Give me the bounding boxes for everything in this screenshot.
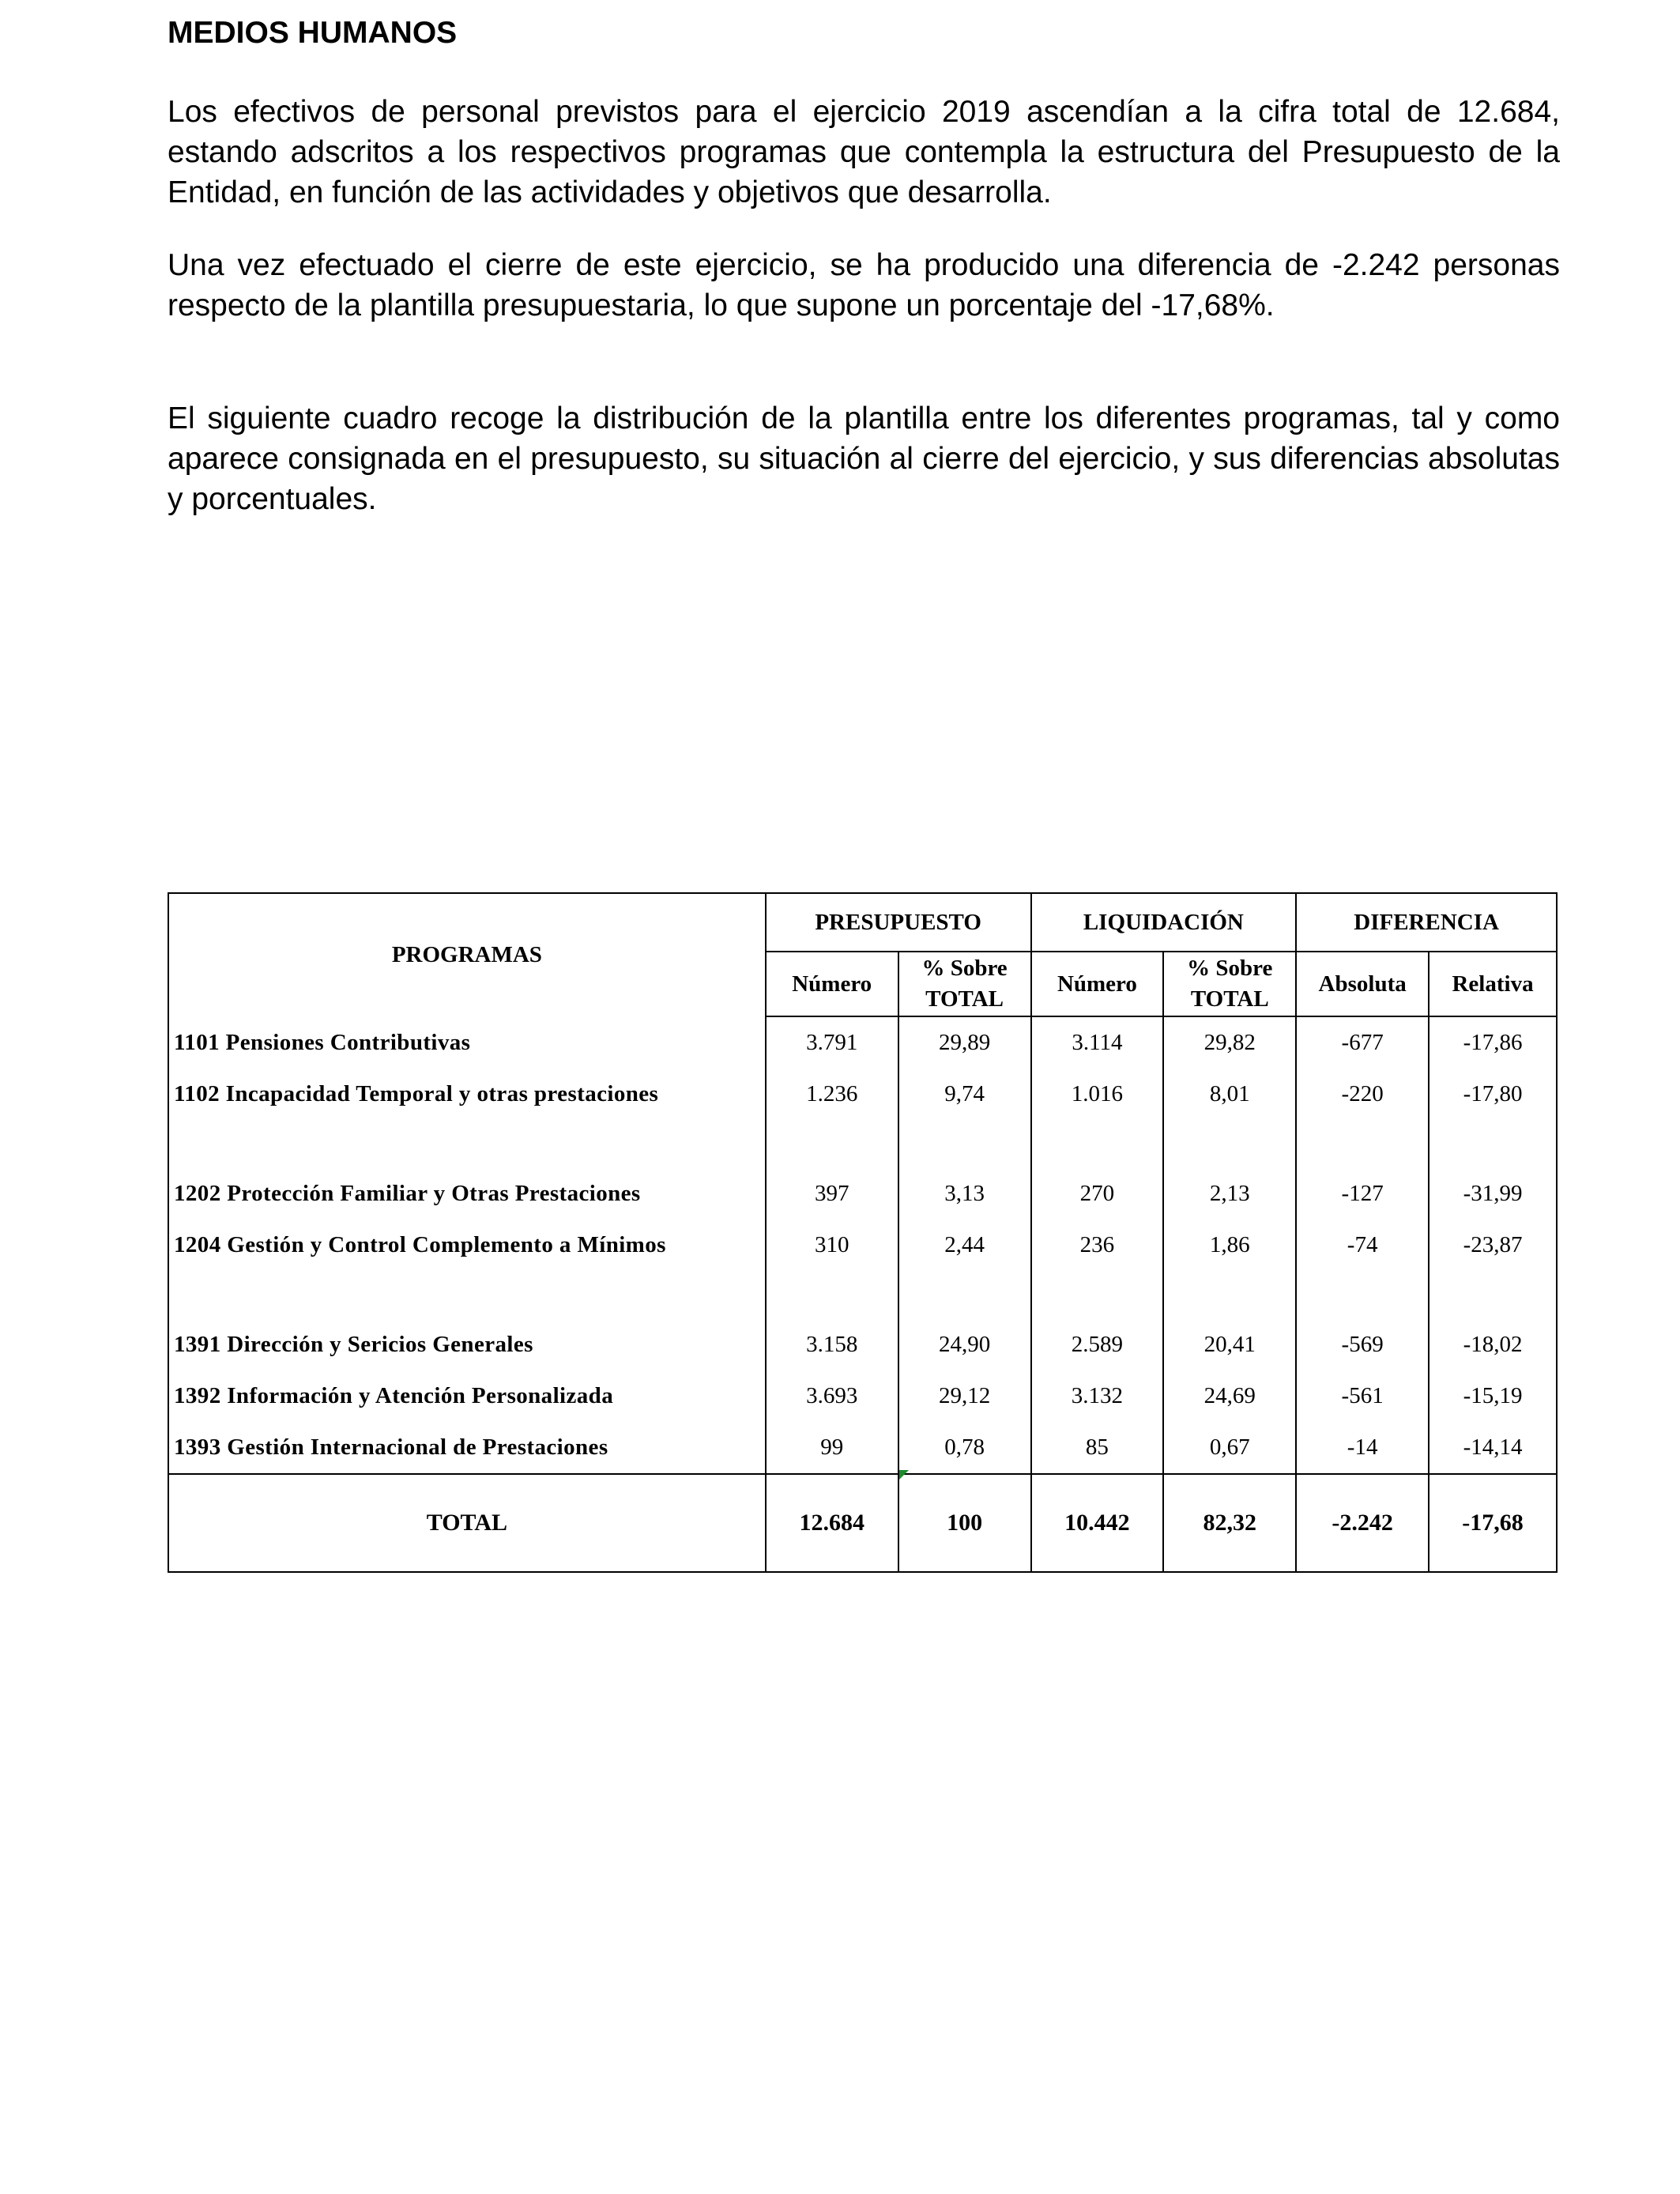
header-pres-numero: Número — [766, 952, 898, 1016]
liq-pct-cell: 24,69 — [1163, 1370, 1296, 1422]
rel-cell: -14,14 — [1429, 1422, 1557, 1474]
staff-table-container — [168, 892, 1558, 1569]
header-pct-line1: % Sobre — [1187, 956, 1273, 981]
abs-cell: -677 — [1296, 1016, 1429, 1069]
paragraph-table-intro: El siguiente cuadro recoge la distribución de la plantilla entre los diferentes programas, tal y como aparece consignada en el presupuesto, su situación al cierre del ejercicio, y sus diferencias absolutas y porcentuales. — [168, 401, 1560, 516]
rel-cell: -18,02 — [1429, 1319, 1557, 1370]
table-row — [168, 1220, 1557, 1271]
table-row — [168, 1016, 1557, 1069]
pres-pct-cell: 29,89 — [898, 1016, 1031, 1069]
total-abs: -2.242 — [1296, 1474, 1429, 1572]
rel-cell: -23,87 — [1429, 1220, 1557, 1271]
staff-distribution-table — [168, 892, 1558, 1573]
liq-num-cell: 2.589 — [1031, 1319, 1164, 1370]
pres-pct-cell: 2,44 — [898, 1220, 1031, 1271]
liq-num-cell: 85 — [1031, 1422, 1164, 1474]
pres-num-cell: 99 — [766, 1422, 898, 1474]
programa-cell: 1101 Pensiones Contributivas — [168, 1016, 766, 1069]
programa-cell: 1202 Protección Familiar y Otras Prestaciones — [168, 1168, 766, 1220]
total-rel: -17,68 — [1429, 1474, 1557, 1572]
abs-cell: -561 — [1296, 1370, 1429, 1422]
programa-cell: 1102 Incapacidad Temporal y otras prestaciones — [168, 1069, 766, 1120]
programa-cell: 1204 Gestión y Control Complemento a Mínimos — [168, 1220, 766, 1271]
abs-cell: -14 — [1296, 1422, 1429, 1474]
rel-cell: -15,19 — [1429, 1370, 1557, 1422]
liq-pct-cell: 20,41 — [1163, 1319, 1296, 1370]
rel-cell: -17,80 — [1429, 1069, 1557, 1120]
header-liq-numero: Número — [1031, 952, 1164, 1016]
header-presupuesto: PRESUPUESTO — [766, 893, 1031, 952]
total-pres-num: 12.684 — [766, 1474, 898, 1572]
header-diferencia: DIFERENCIA — [1296, 893, 1557, 952]
total-liq-num: 10.442 — [1031, 1474, 1164, 1572]
programa-cell: 1393 Gestión Internacional de Prestaciones — [168, 1422, 766, 1474]
pres-num-cell: 1.236 — [766, 1069, 898, 1120]
liq-num-cell: 236 — [1031, 1220, 1164, 1271]
header-pct-line1: % Sobre — [921, 956, 1008, 981]
header-liq-pct — [1163, 952, 1296, 1016]
rel-cell: -31,99 — [1429, 1168, 1557, 1220]
header-row-groups — [168, 893, 1557, 952]
total-label: TOTAL — [168, 1474, 766, 1572]
pres-num-cell: 310 — [766, 1220, 898, 1271]
total-row — [168, 1474, 1557, 1572]
paragraph-difference: Una vez efectuado el cierre de este ejercicio, se ha producido una diferencia de -2.242 personas respecto de la plantilla presupuestaria, lo que supone un porcentaje del -17,68%. — [168, 248, 1560, 322]
abs-cell: -74 — [1296, 1220, 1429, 1271]
spacer-row — [168, 1271, 1557, 1319]
abs-cell: -127 — [1296, 1168, 1429, 1220]
liq-num-cell: 3.114 — [1031, 1016, 1164, 1069]
table-row — [168, 1069, 1557, 1120]
pres-pct-cell: 9,74 — [898, 1069, 1031, 1120]
header-pct-line2: TOTAL — [1190, 986, 1269, 1012]
pres-pct-cell: 24,90 — [898, 1319, 1031, 1370]
header-absoluta: Absoluta — [1296, 952, 1429, 1016]
spacer-row — [168, 1120, 1557, 1168]
header-pres-pct — [898, 952, 1031, 1016]
pres-num-cell: 3.693 — [766, 1370, 898, 1422]
table-row — [168, 1319, 1557, 1370]
pres-num-cell: 397 — [766, 1168, 898, 1220]
table-row — [168, 1422, 1557, 1474]
abs-cell: -220 — [1296, 1069, 1429, 1120]
cell-comment-marker — [899, 1470, 909, 1480]
liq-pct-cell: 0,67 — [1163, 1422, 1296, 1474]
header-programas: PROGRAMAS — [168, 893, 766, 1016]
abs-cell: -569 — [1296, 1319, 1429, 1370]
total-pres-pct: 100 — [898, 1474, 1031, 1572]
liq-num-cell: 1.016 — [1031, 1069, 1164, 1120]
pres-pct-cell: 3,13 — [898, 1168, 1031, 1220]
section-heading: MEDIOS HUMANOS — [168, 16, 458, 50]
programa-cell: 1391 Dirección y Sericios Generales — [168, 1319, 766, 1370]
pres-num-cell: 3.158 — [766, 1319, 898, 1370]
paragraph-staff-forecast: Los efectivos de personal previstos para el ejercicio 2019 ascendían a la cifra total de 12.684, estando adscritos a los respectivos programas que contempla la estructura del Presupuesto de la Entidad, en función de las actividades y objetivos que desarrolla. — [168, 95, 1560, 209]
liq-pct-cell: 29,82 — [1163, 1016, 1296, 1069]
header-liquidacion: LIQUIDACIÓN — [1031, 893, 1297, 952]
liq-num-cell: 3.132 — [1031, 1370, 1164, 1422]
liq-pct-cell: 8,01 — [1163, 1069, 1296, 1120]
pres-num-cell: 3.791 — [766, 1016, 898, 1069]
table-row — [168, 1370, 1557, 1422]
programa-cell: 1392 Información y Atención Personalizada — [168, 1370, 766, 1422]
pres-pct-cell: 0,78 — [898, 1422, 1031, 1474]
rel-cell: -17,86 — [1429, 1016, 1557, 1069]
total-liq-pct: 82,32 — [1163, 1474, 1296, 1572]
liq-pct-cell: 2,13 — [1163, 1168, 1296, 1220]
pres-pct-cell: 29,12 — [898, 1370, 1031, 1422]
header-relativa: Relativa — [1429, 952, 1557, 1016]
liq-num-cell: 270 — [1031, 1168, 1164, 1220]
header-pct-line2: TOTAL — [925, 986, 1004, 1012]
table-row — [168, 1168, 1557, 1220]
liq-pct-cell: 1,86 — [1163, 1220, 1296, 1271]
